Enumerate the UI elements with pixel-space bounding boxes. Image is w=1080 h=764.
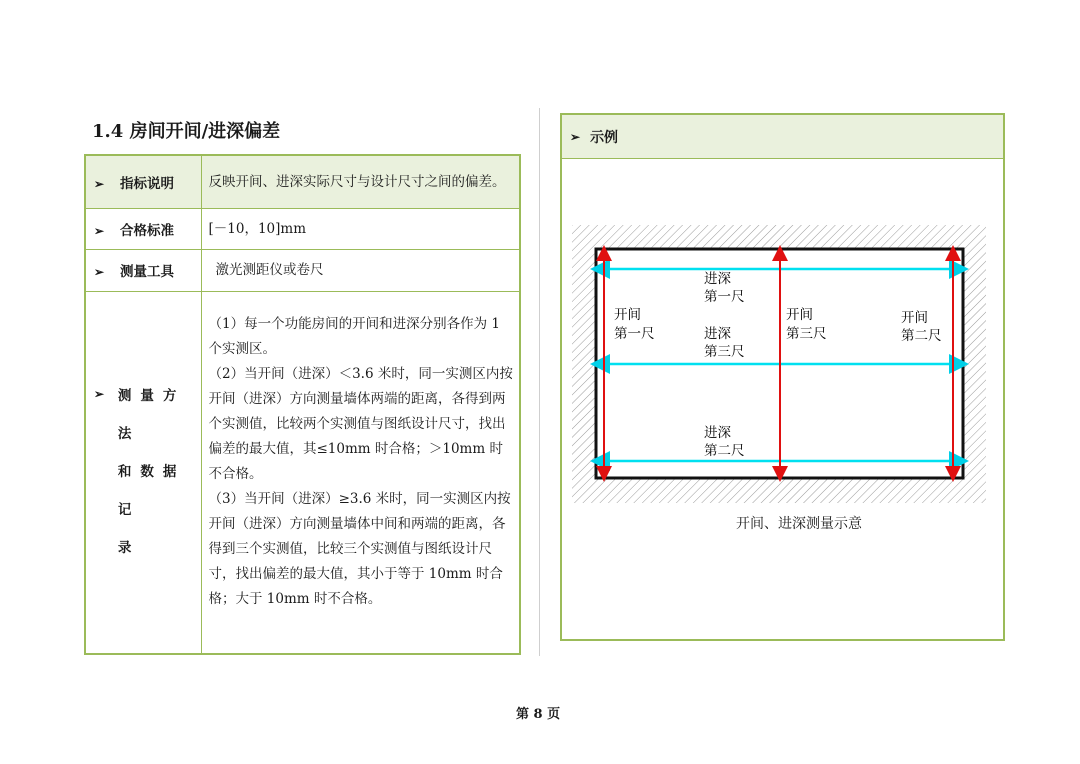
- arrow-bullet-icon: ➢: [94, 265, 105, 279]
- row-value: 反映开间、进深实际尺寸与设计尺寸之间的偏差。: [201, 155, 520, 208]
- row-value: [201, 291, 520, 654]
- row-value: 激光测距仪或卷尺: [201, 249, 520, 291]
- width-third-label: 第三尺: [786, 326, 827, 342]
- arrow-bullet-icon: ➢: [570, 129, 581, 144]
- row-label: 指标说明: [120, 175, 174, 192]
- depth-second-label: 进深: [704, 425, 731, 441]
- method-paragraph: （2）当开间（进深）＜3.6 米时，同一实测区内按开间（进深）方向测量墙体两端的距离，各得到两个实测值，比较两个实测值与图纸设计尺寸，找出偏差的最大值，其≤10mm 时合格；＞10mm 时不合格。: [208, 365, 513, 482]
- table-row: [85, 249, 520, 291]
- row-label-cell: [85, 208, 201, 249]
- width-second-label: 第二尺: [901, 328, 942, 344]
- width-first-label: 开间: [614, 307, 641, 323]
- depth-first-label: 第一尺: [704, 289, 745, 305]
- example-title: 示例: [590, 129, 619, 146]
- depth-third-label: 进深: [704, 326, 731, 342]
- column-divider: [539, 108, 540, 656]
- measurement-diagram: [572, 225, 988, 503]
- table-row: [85, 155, 520, 208]
- arrow-bullet-icon: ➢: [94, 223, 105, 238]
- width-first-label: 第一尺: [614, 326, 655, 342]
- depth-third-label: 第三尺: [704, 344, 745, 360]
- method-paragraph: （1）每一个功能房间的开间和进深分别各作为 1 个实测区。: [208, 315, 500, 357]
- method-paragraph: （3）当开间（进深）≥3.6 米时，同一实测区内按开间（进深）方向测量墙体中间和两端的距离，各得到三个实测值，比较三个实测值与图纸设计尺寸，找出偏差的最大值，其小于等于 10mm 时合格；大于 10mm 时不合格。: [208, 490, 511, 607]
- section-title: 1.4 房间开间/进深偏差: [92, 121, 281, 142]
- width-third-label: 开间: [786, 307, 813, 323]
- example-header: [562, 115, 1003, 159]
- row-value: [－10，10]mm: [201, 208, 520, 249]
- depth-first-label: 进深: [704, 271, 731, 287]
- page-number: 第 8 页: [516, 707, 561, 722]
- spec-table: [84, 154, 521, 655]
- row-label: 合格标准: [120, 222, 174, 239]
- row-label-cell: [85, 155, 201, 208]
- row-label-cell: [85, 291, 201, 654]
- arrow-bullet-icon: ➢: [94, 387, 105, 402]
- depth-second-label: 第二尺: [704, 443, 745, 459]
- diagram-caption: 开间、进深测量示意: [736, 516, 862, 532]
- width-second-label: 开间: [901, 310, 928, 326]
- table-row: [85, 291, 520, 654]
- row-label: 测量工具: [120, 264, 174, 280]
- row-label-cell: [85, 249, 201, 291]
- arrow-bullet-icon: ➢: [94, 176, 105, 191]
- row-label: 测量方法 和数据记 录: [117, 388, 186, 557]
- table-row: [85, 208, 520, 249]
